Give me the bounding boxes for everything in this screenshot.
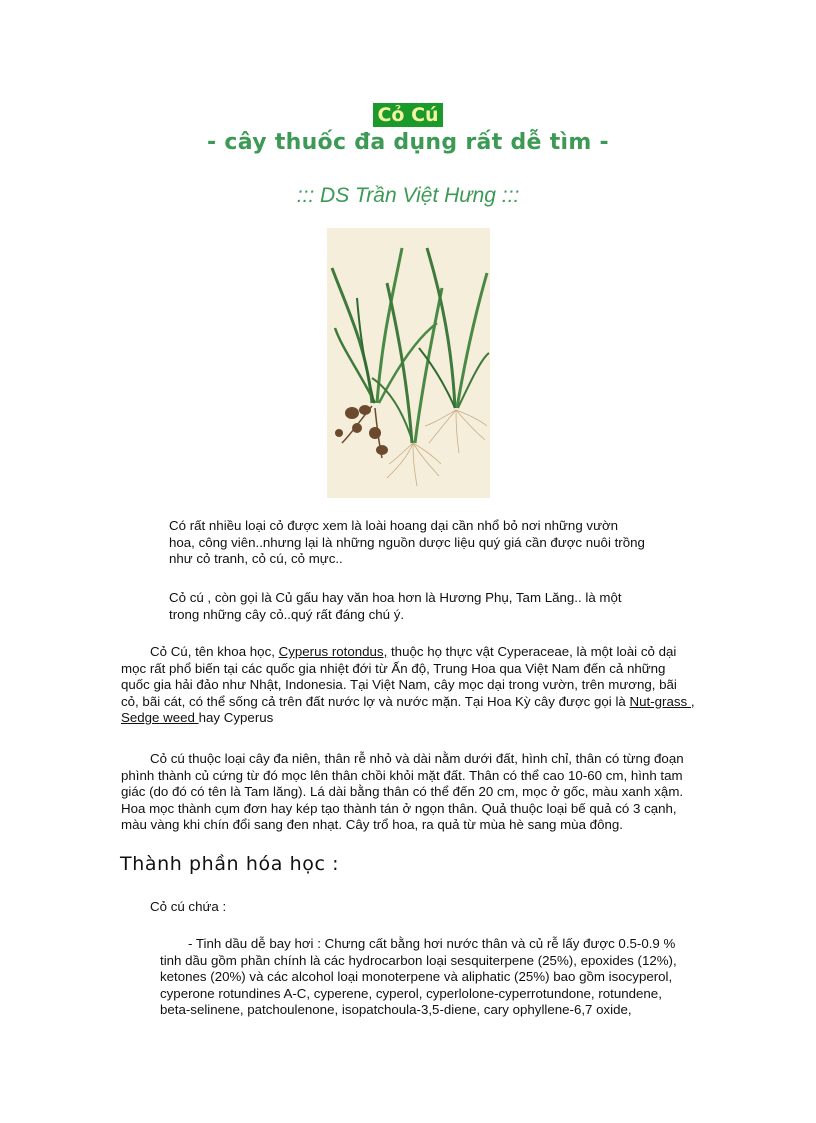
text-line: Cỏ Cú, tên khoa học, (150, 644, 279, 659)
page-title: Cỏ Cú (373, 103, 442, 127)
nut-grass-link[interactable]: Nut-grass , (629, 693, 695, 709)
text-line: màu vàng khi chín đổi sang đen nhạt. Cây trổ hoa, ra quả từ mùa hè sang mùa đông. (121, 817, 623, 832)
section-heading: Thành phần hóa học : (120, 853, 340, 875)
text-line: Cỏ cú , còn gọi là Củ gấu hay văn hoa hơn là Hương Phụ, Tam Lăng.. là một (169, 590, 622, 605)
body-paragraph-2 (121, 751, 684, 834)
text-line: mọc rất phổ biến tại các quốc gia nhiệt đới từ Ấn độ, Trung Hoa qua Việt Nam đến cả những (121, 660, 666, 676)
text-line: Hoa mọc thành cụm đơn hay kép tạo thành tán ở ngọn thân. Quả thuộc loại bế quả có 3 cạnh, (121, 800, 677, 816)
text-line: giác (do đó có tên là Tam lăng). Lá dài bằng thân có thể đến 20 cm, mọc ở gốc, màu xanh xậm. (121, 784, 684, 799)
sedge-weed-link[interactable]: Sedge weed (121, 710, 199, 725)
intro-paragraph-2 (169, 590, 622, 623)
text-line: quốc gia hải đảo như Nhật, Indonesia. Tại Việt Nam, cây mọc dại trong vườn, trên mương, bãi (121, 677, 677, 692)
text-line: beta-selinene, patchoulenone, isopatchoula-3,5-diene, cary ophyllene-6,7 oxide, (160, 1002, 632, 1017)
intro-paragraph-1 (169, 518, 645, 568)
body-paragraph-1 (121, 644, 695, 727)
text-line: tinh dầu gồm phần chính là các hydrocarbon loại sesquiterpene (25%), epoxides (12%), (160, 952, 677, 968)
text-line: - Tinh dầu dễ bay hơi : Chưng cất bằng hơi nước thân và củ rễ lấy được 0.5-0.9 % (188, 936, 676, 951)
page-subtitle: - cây thuốc đa dụng rất dễ tìm - (207, 130, 609, 155)
text-line: Cỏ cú chứa : (150, 899, 227, 914)
text-line: như cỏ tranh, cỏ cú, cỏ mực.. (169, 551, 343, 566)
text-line: phình thành củ cứng từ đó mọc lên thân chồi khỏi mặt đất. Thân có thể cao 10-60 cm, hình tam (121, 767, 683, 783)
cyperus-illustration (327, 228, 490, 498)
text-line: cyperone rotundines A-C, cyperene, cyperol, cyperlolone-cyperrotundone, rotundene, (160, 985, 662, 1001)
contains-label (150, 899, 226, 916)
text-line: trong những cây cỏ..quý rất đáng chú ý. (169, 606, 405, 622)
text-line: hay Cyperus (198, 710, 274, 725)
scientific-name-link[interactable]: Cyperus rotondus, (278, 644, 388, 659)
text-line: hoa, công viên..nhưng lại là những nguồn dược liệu quý giá cần được nuôi trồng (169, 534, 645, 550)
text-line: ketones (20%) và các alcohol loại monoterpene và aliphatic (25%) bao gồm isocyperol, (160, 969, 673, 984)
text-line: thuộc họ thực vật Cyperaceae, là một loài cỏ dại (387, 644, 677, 659)
author-line: ::: DS Trần Việt Hưng ::: (296, 184, 520, 207)
text-line: cỏ, bãi cát, có thể sống cả trên đất nước lợ và nước mặn. Tại Hoa Kỳ cây được gọi là (121, 693, 630, 709)
text-line: Có rất nhiều loại cỏ được xem là loài hoang dại cần nhổ bỏ nơi những vườn (169, 518, 619, 533)
text-line: Cỏ cú thuộc loại cây đa niên, thân rễ nhỏ và dài nằm dưới đất, hình chỉ, thân có từng đoạn (150, 751, 684, 766)
title-block (0, 103, 816, 127)
bullet-essential-oil (160, 936, 677, 1019)
